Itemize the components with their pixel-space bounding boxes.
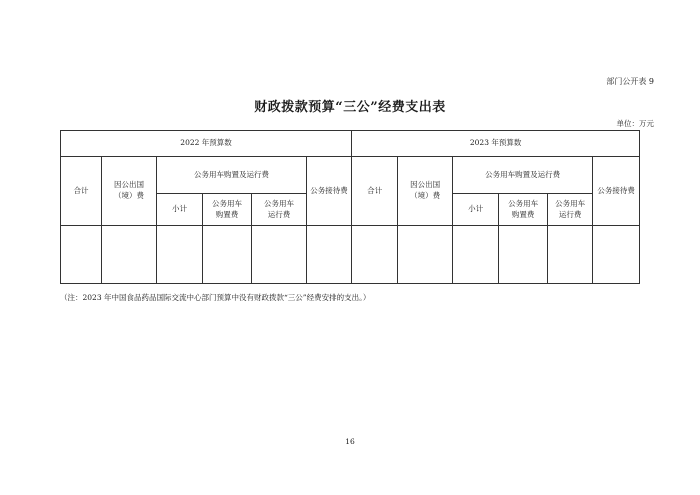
table-cell — [102, 226, 157, 284]
table-cell — [307, 226, 352, 284]
total-header-2022: 合计 — [61, 157, 102, 226]
total-header-2023: 合计 — [352, 157, 398, 226]
vehicle-purchase-2022-line1: 公务用车 — [212, 198, 242, 208]
table-cell — [61, 226, 102, 284]
footnote: （注：2023 年中国食品药品国际交流中心部门预算中没有财政拨款“三公”经费安排的支出。） — [60, 293, 371, 302]
page-number: 16 — [345, 437, 355, 446]
table-cell — [352, 226, 398, 284]
page-title: 财政拨款预算“三公”经费支出表 — [254, 100, 446, 115]
subtotal-header-2022: 小计 — [157, 194, 203, 226]
reception-header-2023: 公务接待费 — [593, 157, 640, 226]
vehicle-group-header-2023: 公务用车购置及运行费 — [453, 157, 593, 194]
table-number: 部门公开表 9 — [606, 77, 654, 86]
abroad-header-2022 — [102, 157, 157, 226]
table-cell — [453, 226, 499, 284]
vehicle-operation-header-2022 — [252, 194, 307, 226]
vehicle-purchase-header-2022 — [203, 194, 252, 226]
vehicle-operation-header-2023 — [548, 194, 593, 226]
table-cell — [593, 226, 640, 284]
table-row — [61, 226, 640, 284]
year-2022-header: 2022 年预算数 — [61, 131, 352, 157]
subtotal-header-2023: 小计 — [453, 194, 499, 226]
year-header-row — [61, 131, 640, 157]
table-cell — [252, 226, 307, 284]
table-cell — [398, 226, 453, 284]
vehicle-purchase-header-2023 — [499, 194, 548, 226]
abroad-header-2022-line1: 因公出国 — [114, 180, 144, 190]
unit-label: 单位：万元 — [616, 119, 654, 128]
table-cell — [548, 226, 593, 284]
vehicle-operation-2022-line2: 运行费 — [267, 209, 291, 219]
vehicle-operation-2023-line2: 运行费 — [558, 209, 582, 219]
vehicle-purchase-2023-line1: 公务用车 — [508, 198, 539, 208]
table-cell — [157, 226, 203, 284]
reception-header-2022: 公务接待费 — [307, 157, 352, 226]
vehicle-group-header-2022: 公务用车购置及运行费 — [157, 157, 307, 194]
vehicle-operation-2022-line1: 公务用车 — [264, 198, 294, 208]
year-2023-header: 2023 年预算数 — [352, 131, 640, 157]
abroad-header-2023 — [398, 157, 453, 226]
abroad-header-2023-line1: 因公出国 — [410, 180, 441, 190]
budget-table — [60, 130, 640, 284]
vehicle-purchase-2022-line2: 购置费 — [215, 209, 239, 219]
column-header-row — [61, 157, 640, 194]
table-cell — [499, 226, 548, 284]
abroad-header-2022-line2: （境）费 — [114, 191, 144, 200]
vehicle-operation-2023-line1: 公务用车 — [555, 198, 586, 208]
abroad-header-2023-line2: （境）费 — [410, 191, 441, 200]
vehicle-purchase-2023-line2: 购置费 — [511, 209, 535, 219]
table-cell — [203, 226, 252, 284]
